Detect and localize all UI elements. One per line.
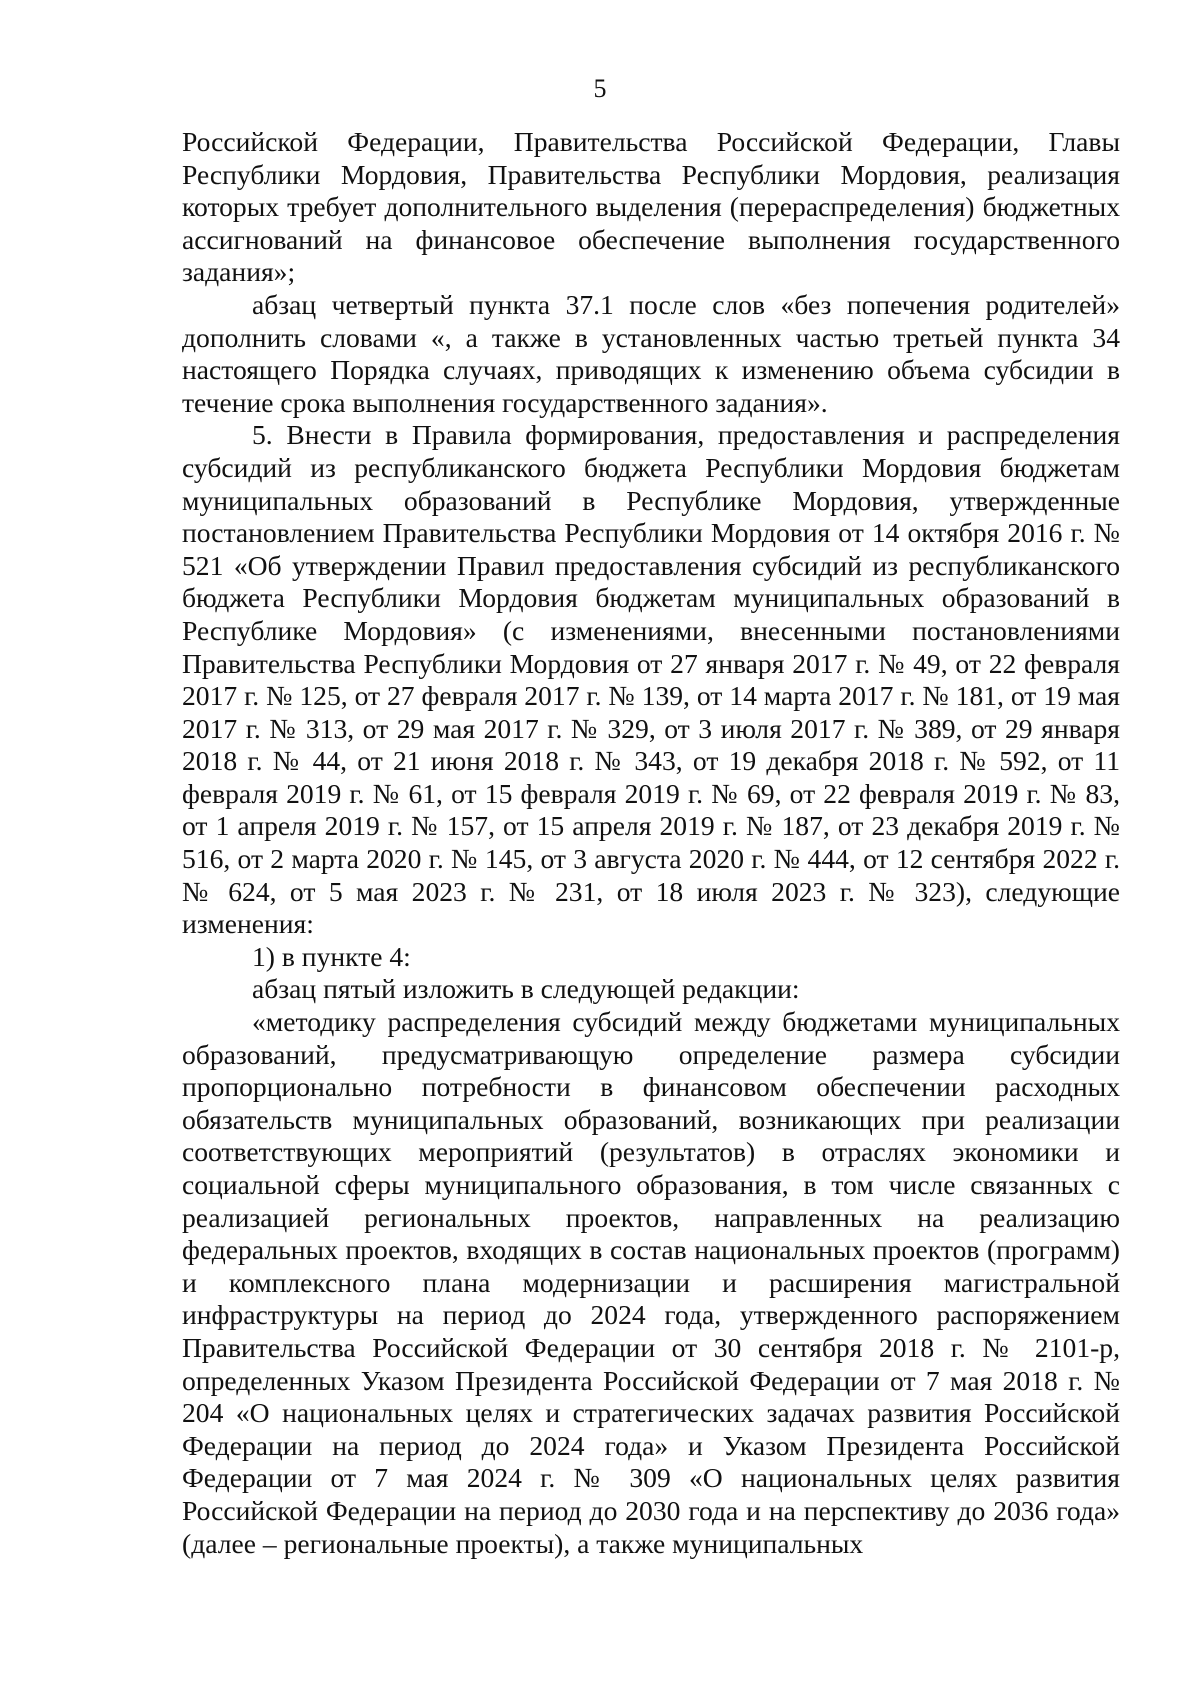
paragraph: абзац четвертый пункта 37.1 после слов «без попечения родителей» дополнить словами «, а также в установленных частью третьей пункта 34 настоящего Порядка случаях, приводящих к изменению объема субсидии в течение срока выполнения государственного задания». [182,288,1120,418]
paragraph: Российской Федерации, Правительства Российской Федерации, Главы Республики Мордовия, Правительства Республики Мордовия, реализация которых требует дополнительного выделения (перераспределения) бюджетных ассигнований на финансовое обеспечение выполнения государственного задания»; [182,126,1120,288]
paragraph: 1) в пункте 4: [252,940,411,972]
paragraph: «методику распределения субсидий между бюджетами муниципальных образований, предусматривающую определение размера субсидии пропорционально потребности в финансовом обеспечении расходных обязательств муниципальных образований, возникающих при реализации соответствующих мероприятий (результатов) в отраслях экономики и социальной сферы муниципального образования, в том числе связанных с реализацией региональных проектов, направленных на реализацию федеральных проектов, входящих в состав национальных проектов (программ) и комплексного плана модернизации и расширения магистральной инфраструктуры на период до 2024 года, утвержденного распоряжением Правительства Российской Федерации от 30 сентября 2018 г. № 2101-р, определенных Указом Президента Российской Федерации от 7 мая 2018 г. № 204 «О национальных целях и стратегических задачах развития Российской Федерации на период до 2024 года» и Указом Президента Российской Федерации от 7 мая 2024 г. № 309 «О национальных целях развития Российской Федерации на период до 2030 года и на перспективу до 2036 года» (далее – региональные проекты), а также муниципальных [182,1006,1120,1559]
paragraph: 5. Внести в Правила формирования, предоставления и распределения субсидий из республиканского бюджета Республики Мордовия бюджетам муниципальных образований в Республике Мордовия, утвержденные постановлением Правительства Республики Мордовия от 14 октября 2016 г. № 521 «Об утверждении Правил предоставления субсидий из республиканского бюджета Республики Мордовия бюджетам муниципальных образований в Республике Мордовия» (с изменениями, внесенными постановлениями Правительства Республики Мордовия от 27 января 2017 г. № 49, от 22 февраля 2017 г. № 125, от 27 февраля 2017 г. № 139, от 14 марта 2017 г. № 181, от 19 мая 2017 г. № 313, от 29 мая 2017 г. № 329, от 3 июля 2017 г. № 389, от 29 января 2018 г. № 44, от 21 июня 2018 г. № 343, от 19 декабря 2018 г. № 592, от 11 февраля 2019 г. № 61, от 15 февраля 2019 г. № 69, от 22 февраля 2019 г. № 83, от 1 апреля 2019 г. № 157, от 15 апреля 2019 г. № 187, от 23 декабря 2019 г. № 516, от 2 марта 2020 г. № 145, от 3 августа 2020 г. № 444, от 12 сентября 2022 г. № 624, от 5 мая 2023 г. № 231, от 18 июля 2023 г. № 323), следующие изменения: [182,419,1120,940]
page-number: 5 [593,74,607,103]
paragraph: абзац пятый изложить в следующей редакции: [252,973,800,1005]
document-body [182,126,1120,1560]
